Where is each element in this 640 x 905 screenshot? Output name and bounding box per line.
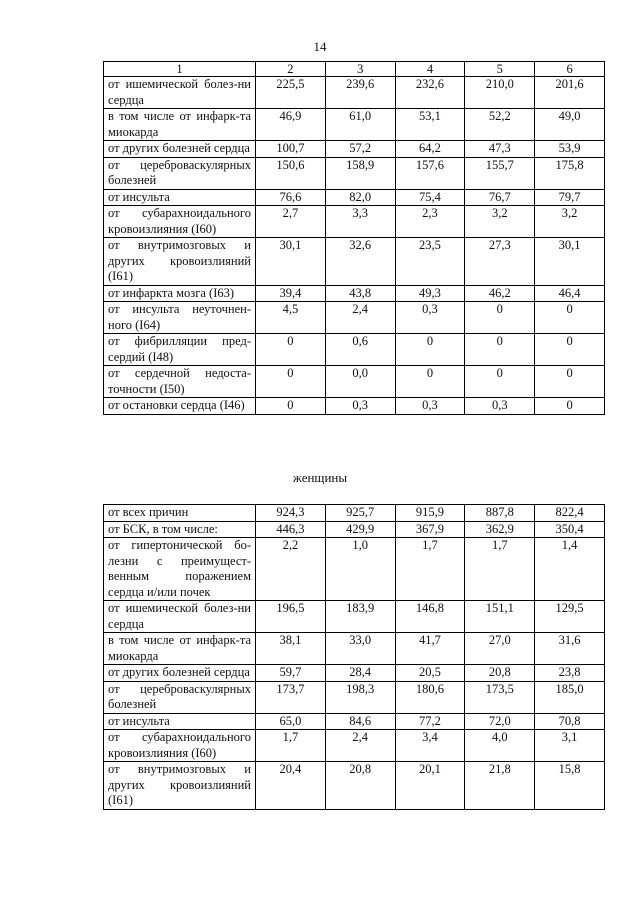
table-cell: 32,6 xyxy=(325,238,395,286)
table-cell: 822,4 xyxy=(535,505,605,522)
table-cell: 20,8 xyxy=(325,762,395,810)
table-cell: 65,0 xyxy=(256,713,326,730)
table-cell: 915,9 xyxy=(395,505,465,522)
row-label: в том числе от инфарк-та миокарда xyxy=(104,109,256,141)
table-cell: 0,3 xyxy=(465,398,535,415)
table-cell: 15,8 xyxy=(535,762,605,810)
row-label: от гипертонической бо-лезни с преимущест-венным поражением сердца и/или почек xyxy=(104,538,256,601)
table-row xyxy=(104,189,605,206)
table-cell: 173,5 xyxy=(465,681,535,713)
column-number: 1 xyxy=(104,62,256,77)
row-label: от инфаркта мозга (I63) xyxy=(104,285,256,302)
table-cell: 46,4 xyxy=(535,285,605,302)
table-cell: 49,0 xyxy=(535,109,605,141)
row-label: от субарахноидального кровоизлияния (I60) xyxy=(104,206,256,238)
table-row xyxy=(104,302,605,334)
table-cell: 20,1 xyxy=(395,762,465,810)
table-cell: 0,3 xyxy=(325,398,395,415)
table-cell: 925,7 xyxy=(325,505,395,522)
table-row xyxy=(104,206,605,238)
table-cell: 185,0 xyxy=(535,681,605,713)
row-label: от внутримозговых и других кровоизлияний (I61) xyxy=(104,238,256,286)
table-cell: 43,8 xyxy=(325,285,395,302)
table-cell: 53,1 xyxy=(395,109,465,141)
row-label: в том числе от инфарк-та миокарда xyxy=(104,633,256,665)
table-row xyxy=(104,157,605,189)
table-cell: 23,8 xyxy=(535,665,605,682)
table-cell: 79,7 xyxy=(535,189,605,206)
table-cell: 3,4 xyxy=(395,730,465,762)
column-number: 5 xyxy=(465,62,535,77)
row-label: от других болезней сердца xyxy=(104,665,256,682)
table-cell: 180,6 xyxy=(395,681,465,713)
table-cell: 28,4 xyxy=(325,665,395,682)
table-cell: 30,1 xyxy=(256,238,326,286)
column-number: 2 xyxy=(256,62,326,77)
table-cell: 175,8 xyxy=(535,157,605,189)
table-cell: 3,1 xyxy=(535,730,605,762)
table-cell: 76,7 xyxy=(465,189,535,206)
column-number: 3 xyxy=(325,62,395,77)
row-label: от ишемической болез-ни сердца xyxy=(104,77,256,109)
table-row xyxy=(104,730,605,762)
table-cell: 198,3 xyxy=(325,681,395,713)
table-cell: 4,5 xyxy=(256,302,326,334)
row-label: от инсульта неуточнен-ного (I64) xyxy=(104,302,256,334)
table-row xyxy=(104,681,605,713)
table-cell: 0 xyxy=(256,366,326,398)
table-cell: 33,0 xyxy=(325,633,395,665)
column-number: 6 xyxy=(535,62,605,77)
table-cell: 350,4 xyxy=(535,521,605,538)
table-cell: 53,9 xyxy=(535,141,605,158)
row-label: от субарахноидального кровоизлияния (I60) xyxy=(104,730,256,762)
row-label: от других болезней сердца xyxy=(104,141,256,158)
table-cell: 1,7 xyxy=(465,538,535,601)
table-cell: 367,9 xyxy=(395,521,465,538)
table-cell: 21,8 xyxy=(465,762,535,810)
row-label: от сердечной недоста-точности (I50) xyxy=(104,366,256,398)
row-label: от инсульта xyxy=(104,189,256,206)
table-row xyxy=(104,285,605,302)
table-row xyxy=(104,505,605,522)
table-cell: 84,6 xyxy=(325,713,395,730)
table-cell: 0 xyxy=(535,302,605,334)
table-cell: 3,3 xyxy=(325,206,395,238)
table-cell: 887,8 xyxy=(465,505,535,522)
table-cell: 146,8 xyxy=(395,601,465,633)
table-cell: 4,0 xyxy=(465,730,535,762)
table-cell: 0,3 xyxy=(395,302,465,334)
table-cell: 52,2 xyxy=(465,109,535,141)
table-cell: 1,4 xyxy=(535,538,605,601)
table-cell: 210,0 xyxy=(465,77,535,109)
table-cell: 239,6 xyxy=(325,77,395,109)
table-cell: 362,9 xyxy=(465,521,535,538)
table-cell: 0 xyxy=(535,398,605,415)
table-cell: 100,7 xyxy=(256,141,326,158)
table-cell: 2,2 xyxy=(256,538,326,601)
table-cell: 38,1 xyxy=(256,633,326,665)
table-row xyxy=(104,398,605,415)
row-label: от всех причин xyxy=(104,505,256,522)
table-cell: 3,2 xyxy=(535,206,605,238)
table-cell: 2,4 xyxy=(325,730,395,762)
table-cell: 0 xyxy=(465,334,535,366)
table-cell: 924,3 xyxy=(256,505,326,522)
table-cell: 41,7 xyxy=(395,633,465,665)
table-cell: 72,0 xyxy=(465,713,535,730)
table-cell: 23,5 xyxy=(395,238,465,286)
table-cell: 2,4 xyxy=(325,302,395,334)
table-cell: 49,3 xyxy=(395,285,465,302)
table-cell: 2,3 xyxy=(395,206,465,238)
table-cell: 57,2 xyxy=(325,141,395,158)
mortality-table-top xyxy=(103,61,605,415)
table-cell: 0,3 xyxy=(395,398,465,415)
row-label: от ишемической болез-ни сердца xyxy=(104,601,256,633)
table-cell: 1,7 xyxy=(256,730,326,762)
table-cell: 1,7 xyxy=(395,538,465,601)
table-cell: 46,2 xyxy=(465,285,535,302)
table-row xyxy=(104,366,605,398)
table-cell: 0 xyxy=(465,302,535,334)
table-cell: 59,7 xyxy=(256,665,326,682)
table-cell: 27,0 xyxy=(465,633,535,665)
table-cell: 151,1 xyxy=(465,601,535,633)
table-cell: 173,7 xyxy=(256,681,326,713)
table-row xyxy=(104,713,605,730)
row-label: от цереброваскулярных болезней xyxy=(104,681,256,713)
table-cell: 61,0 xyxy=(325,109,395,141)
table-row xyxy=(104,77,605,109)
table-cell: 82,0 xyxy=(325,189,395,206)
row-label: от внутримозговых и других кровоизлияний (I61) xyxy=(104,762,256,810)
table-cell: 155,7 xyxy=(465,157,535,189)
table-cell: 76,6 xyxy=(256,189,326,206)
table-cell: 64,2 xyxy=(395,141,465,158)
table-cell: 0 xyxy=(256,398,326,415)
table-cell: 0 xyxy=(256,334,326,366)
row-label: от остановки сердца (I46) xyxy=(104,398,256,415)
table-cell: 31,6 xyxy=(535,633,605,665)
table-cell: 39,4 xyxy=(256,285,326,302)
column-number: 4 xyxy=(395,62,465,77)
table-cell: 20,8 xyxy=(465,665,535,682)
table-row xyxy=(104,633,605,665)
table-cell: 0 xyxy=(395,334,465,366)
table-row xyxy=(104,141,605,158)
table-row xyxy=(104,521,605,538)
table-cell: 158,9 xyxy=(325,157,395,189)
table-cell: 183,9 xyxy=(325,601,395,633)
row-label: от цереброваскулярных болезней xyxy=(104,157,256,189)
table-cell: 70,8 xyxy=(535,713,605,730)
table-cell: 0 xyxy=(395,366,465,398)
table-row xyxy=(104,538,605,601)
table-cell: 47,3 xyxy=(465,141,535,158)
table-cell: 201,6 xyxy=(535,77,605,109)
column-number-row xyxy=(104,62,605,77)
table-cell: 196,5 xyxy=(256,601,326,633)
table-cell: 0,6 xyxy=(325,334,395,366)
table-cell: 232,6 xyxy=(395,77,465,109)
table-row xyxy=(104,109,605,141)
table-cell: 0 xyxy=(535,334,605,366)
table-row xyxy=(104,334,605,366)
table-row xyxy=(104,665,605,682)
table-cell: 0 xyxy=(465,366,535,398)
row-label: от фибрилляции пред-сердий (I48) xyxy=(104,334,256,366)
table-cell: 77,2 xyxy=(395,713,465,730)
table-cell: 0,0 xyxy=(325,366,395,398)
page-number: 14 xyxy=(313,39,327,54)
table-cell: 157,6 xyxy=(395,157,465,189)
table-cell: 150,6 xyxy=(256,157,326,189)
section-heading-women: женщины xyxy=(292,470,348,485)
table-cell: 225,5 xyxy=(256,77,326,109)
table-cell: 46,9 xyxy=(256,109,326,141)
mortality-table-women xyxy=(103,504,605,810)
row-label: от инсульта xyxy=(104,713,256,730)
table-cell: 3,2 xyxy=(465,206,535,238)
table-cell: 2,7 xyxy=(256,206,326,238)
table-cell: 27,3 xyxy=(465,238,535,286)
table-cell: 129,5 xyxy=(535,601,605,633)
row-label: от БСК, в том числе: xyxy=(104,521,256,538)
table-row xyxy=(104,762,605,810)
table-cell: 429,9 xyxy=(325,521,395,538)
table-row xyxy=(104,238,605,286)
table-cell: 20,4 xyxy=(256,762,326,810)
table-cell: 446,3 xyxy=(256,521,326,538)
table-cell: 75,4 xyxy=(395,189,465,206)
table-cell: 0 xyxy=(535,366,605,398)
table-cell: 30,1 xyxy=(535,238,605,286)
table-cell: 20,5 xyxy=(395,665,465,682)
table-cell: 1,0 xyxy=(325,538,395,601)
table-row xyxy=(104,601,605,633)
